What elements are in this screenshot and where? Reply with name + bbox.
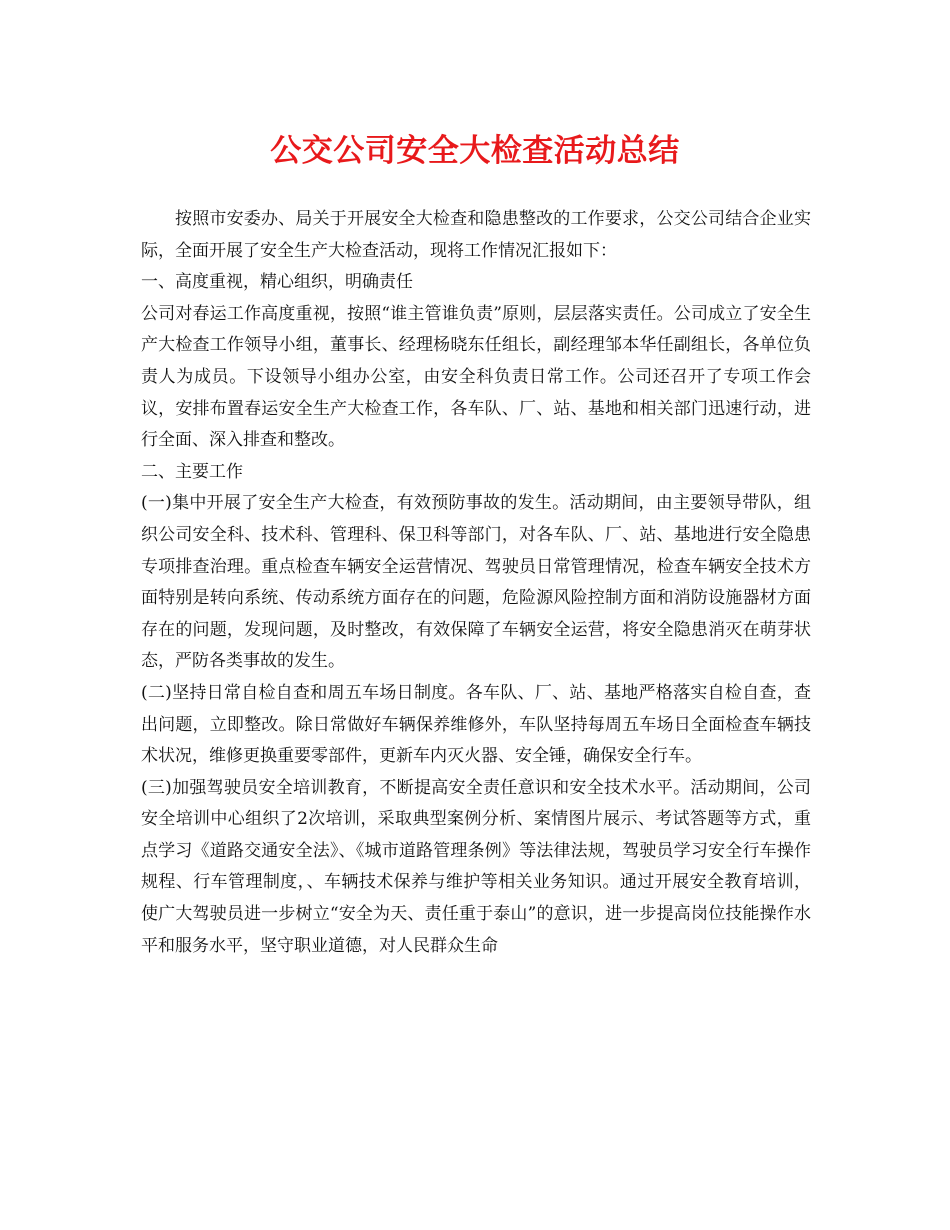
item-3-paragraph: (三)加强驾驶员安全培训教育，不断提高安全责任意识和安全技术水平。活动期间，公司安全培训中心组织了2次培训，采取典型案例分析、案情图片展示、考试答题等方式，重点学习《道路交通安全法》、《城市道路管理条例》等法律法规，驾驶员学习安全行车操作规程、行车管理制度，、车辆技术保养与维护等相关业务知识。通过开展安全教育培训，使广大驾驶员进一步树立“安全为天、责任重于泰山”的意识，进一步提高岗位技能操作水平和服务水平，坚守职业道德，对人民群众生命 [141, 777, 811, 956]
section-heading-2: 二、主要工作 [141, 461, 243, 482]
document-body [141, 204, 811, 962]
section-heading-1: 一、高度重视，精心组织，明确责任 [141, 272, 413, 293]
document-title: 公交公司安全大检查活动总结 [270, 133, 680, 169]
item-2-paragraph: (二)坚持日常自检自查和周五车场日制度。各车队、厂、站、基地严格落实自检自查，查出问题，立即整改。除日常做好车辆保养维修外，车队坚持每周五车场日全面检查车辆技术状况，维修更换重要零部件，更新车内灭火器、安全锤，确保安全行车。 [141, 682, 811, 767]
section-1-paragraph: 公司对春运工作高度重视，按照“谁主管谁负责”原则，层层落实责任。公司成立了安全生产大检查工作领导小组，董事长、经理杨晓东任组长，副经理邹本华任副组长，各单位负责人为成员。下设领导小组办公室，由安全科负责日常工作。公司还召开了专项工作会议，安排布置春运安全生产大检查工作，各车队、厂、站、基地和相关部门迅速行动，进行全面、深入排查和整改。 [141, 303, 811, 451]
intro-paragraph: 按照市安委办、局关于开展安全大检查和隐患整改的工作要求，公交公司结合企业实际，全面开展了安全生产大检查活动，现将工作情况汇报如下： [141, 209, 811, 261]
item-1-paragraph: (一)集中开展了安全生产大检查，有效预防事故的发生。活动期间，由主要领导带队，组织公司安全科、技术科、管理科、保卫科等部门，对各车队、厂、站、基地进行安全隐患专项排查治理。重点检查车辆安全运营情况、驾驶员日常管理情况，检查车辆安全技术方面特别是转向系统、传动系统方面存在的问题，危险源风险控制方面和消防设施器材方面存在的问题，发现问题，及时整改，有效保障了车辆安全运营，将安全隐患消灭在萌芽状态，严防各类事故的发生。 [141, 493, 811, 672]
